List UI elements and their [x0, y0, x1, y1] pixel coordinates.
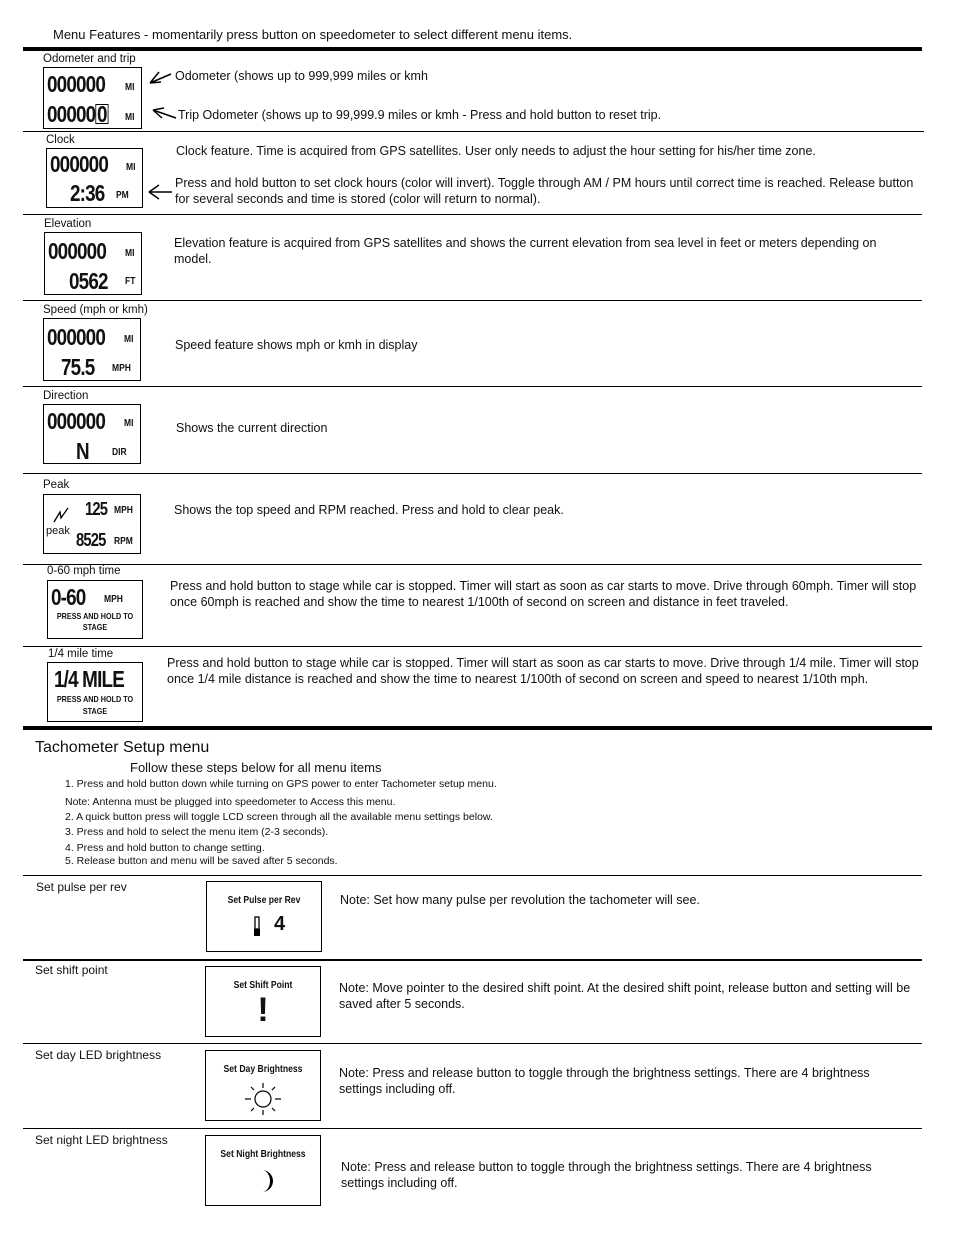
lcd-line-2	[47, 102, 108, 126]
setup-box-night	[205, 1135, 321, 1206]
elevation-lcd	[44, 232, 142, 295]
lcd-line-1: 0-60	[51, 584, 86, 610]
speed-desc: Speed feature shows mph or kmh in display	[175, 338, 418, 352]
lcd-unit-2: MPH	[112, 363, 131, 374]
setup-label-day: Set day LED brightness	[35, 1048, 162, 1062]
setup-note-night: Note: Press and release button to toggle through the brightness settings. There are 4 brightness settings including off.	[341, 1160, 872, 1190]
setup-note-pulse: Note: Set how many pulse per revolution the tachometer will see.	[340, 893, 700, 907]
lcd-sub-2: STAGE	[82, 622, 108, 632]
section-label-peak: Peak	[43, 479, 70, 491]
shift-pointer-icon: !	[257, 991, 269, 1029]
lcd-line-1: 000000	[47, 408, 106, 434]
box-title: Set Day Brightness	[223, 1063, 303, 1075]
lcd-unit-2: FT	[125, 276, 136, 287]
section-divider	[23, 386, 922, 387]
step-item: 5. Release button and menu will be saved after 5 seconds.	[65, 855, 338, 867]
odometer-lcd	[43, 67, 142, 129]
direction-lcd	[43, 404, 141, 464]
speed-lcd	[43, 318, 141, 381]
lcd-sub-1: PRESS AND HOLD TO	[56, 694, 134, 704]
section-divider	[23, 564, 922, 565]
lcd-line-1: 000000	[48, 238, 107, 264]
lcd-unit-2: RPM	[114, 536, 133, 547]
lcd-line-1: 000000	[50, 151, 109, 177]
setup-label-pulse: Set pulse per rev	[36, 880, 127, 894]
lcd-unit-1: MI	[124, 334, 134, 345]
lcd-line-2: N	[76, 438, 89, 464]
section-divider	[23, 1128, 922, 1129]
trip-desc: Trip Odometer (shows up to 99,999.9 miles or kmh - Press and hold button to reset trip.	[178, 108, 662, 122]
pulse-icon	[252, 915, 262, 939]
direction-desc: Shows the current direction	[176, 421, 328, 435]
sun-icon	[242, 1081, 284, 1117]
step-item: 2. A quick button press will toggle LCD screen through all the available menu settings below.	[65, 811, 493, 823]
arrow-icon	[147, 68, 173, 88]
section-divider	[23, 214, 922, 215]
lcd-line-2: 0562	[69, 268, 108, 294]
lcd-line-1: 125	[85, 499, 108, 519]
lcd-line-1: 000000	[47, 71, 106, 97]
setup-box-day	[205, 1050, 321, 1121]
setup-note-day: Note: Press and release button to toggle through the brightness settings. There are 4 brightness settings including off.	[339, 1066, 870, 1096]
lcd-unit-1: MI	[126, 162, 136, 173]
section-divider	[23, 300, 922, 301]
setup-box-pulse	[206, 881, 322, 952]
step-item: Note: Antenna must be plugged into speedometer to Access this menu.	[65, 796, 396, 808]
section-label-odometer: Odometer and trip	[43, 53, 136, 65]
lcd-unit-1: MI	[125, 82, 135, 93]
lcd-line-2: 8525	[76, 530, 106, 550]
header-rule	[23, 47, 922, 51]
lcd-unit-2: MI	[125, 112, 135, 123]
section-divider	[23, 1043, 922, 1044]
tach-steps	[65, 777, 497, 869]
lcd-unit-1: MPH	[104, 594, 123, 605]
page-header: Menu Features - momentarily press button on speedometer to select different menu items.	[53, 27, 573, 42]
peak-icon	[52, 506, 70, 524]
arrow-icon	[146, 182, 174, 200]
step-item: 4. Press and hold button to change setting.	[65, 842, 265, 854]
arrow-icon	[150, 107, 178, 121]
clock-desc: Clock feature. Time is acquired from GPS satellites. User only needs to adjust the hour setting for his/her time zone.	[176, 144, 816, 158]
zero60-desc: Press and hold button to stage while car is stopped. Timer will start as soon as car starts to move. Drive through 60mph. Timer will stop once 60mph is reached and show the time to nearest 1/100th of second on screen and distance in feet traveled.	[170, 579, 917, 609]
section-divider	[23, 473, 922, 474]
quarter-desc: Press and hold button to stage while car is stopped. Timer will start as soon as car starts to move. Drive through 1/4 mile. Timer will stop once 1/4 mile distance is reached and show the time to nearest 1/100th of second on screen and speed to nearest 1/10th mph.	[167, 656, 919, 686]
quarter-lcd	[47, 662, 143, 722]
box-title: Set Shift Point	[233, 979, 293, 991]
lcd-sub-1: PRESS AND HOLD TO	[56, 611, 134, 621]
tach-title: Tachometer Setup menu	[35, 739, 210, 756]
section-label-quarter: 1/4 mile time	[48, 648, 114, 660]
step-item: 1. Press and hold button down while turning on GPS power to enter Tachometer setup menu.	[65, 778, 497, 790]
lcd-unit-1: MI	[124, 418, 134, 429]
setup-label-night: Set night LED brightness	[35, 1133, 168, 1147]
box-value: 4	[274, 913, 286, 935]
section-divider	[23, 875, 922, 876]
setup-label-shift: Set shift point	[35, 963, 108, 977]
section-divider	[23, 131, 924, 132]
tach-subtitle: Follow these steps below for all menu items	[130, 760, 382, 775]
box-title: Set Pulse per Rev	[227, 894, 301, 906]
lcd-unit-2: PM	[116, 190, 129, 201]
setup-box-shift	[205, 966, 321, 1037]
odometer-desc: Odometer (shows up to 999,999 miles or kmh	[175, 69, 428, 83]
lcd-unit-2: DIR	[112, 447, 127, 458]
clock-set-desc: Press and hold button to set clock hours (color will invert). Toggle through AM / PM hours until correct time is reached. Release button for several seconds and time is stored (color will return to normal).	[175, 176, 914, 206]
lcd-line-1: 000000	[47, 324, 106, 350]
section-label-clock: Clock	[46, 134, 75, 146]
trip-tenths-cursor: 0	[96, 101, 107, 127]
peak-lcd	[43, 494, 141, 554]
clock-lcd	[46, 148, 143, 208]
trip-digits: 00000	[47, 101, 96, 127]
peak-word: peak	[46, 525, 70, 537]
section-divider	[23, 959, 922, 961]
section-divider	[23, 646, 922, 647]
box-title: Set Night Brightness	[220, 1148, 306, 1160]
lcd-line-2: 2:36	[70, 180, 105, 206]
section-label-elevation: Elevation	[44, 218, 92, 230]
zero60-lcd	[47, 580, 143, 639]
section-label-speed: Speed (mph or kmh)	[43, 304, 148, 316]
lcd-line-2: 75.5	[61, 354, 95, 380]
step-item: 3. Press and hold to select the menu item (2-3 seconds).	[65, 826, 329, 838]
section-label-zero60: 0-60 mph time	[47, 565, 121, 577]
lcd-unit-1: MI	[125, 248, 135, 259]
section-end-rule	[23, 726, 932, 730]
section-label-direction: Direction	[43, 390, 89, 402]
peak-desc: Shows the top speed and RPM reached. Press and hold to clear peak.	[174, 503, 564, 517]
setup-note-shift: Note: Move pointer to the desired shift point. At the desired shift point, release button and setting will be saved after 5 seconds.	[339, 981, 911, 1011]
lcd-sub-2: STAGE	[82, 706, 108, 716]
elevation-desc: Elevation feature is acquired from GPS satellites and shows the current elevation from sea level in feet or meters depending on model.	[174, 236, 877, 266]
lcd-line-1: 1/4 MILE	[54, 666, 124, 692]
moon-icon	[254, 1167, 276, 1195]
lcd-unit-1: MPH	[114, 505, 133, 516]
